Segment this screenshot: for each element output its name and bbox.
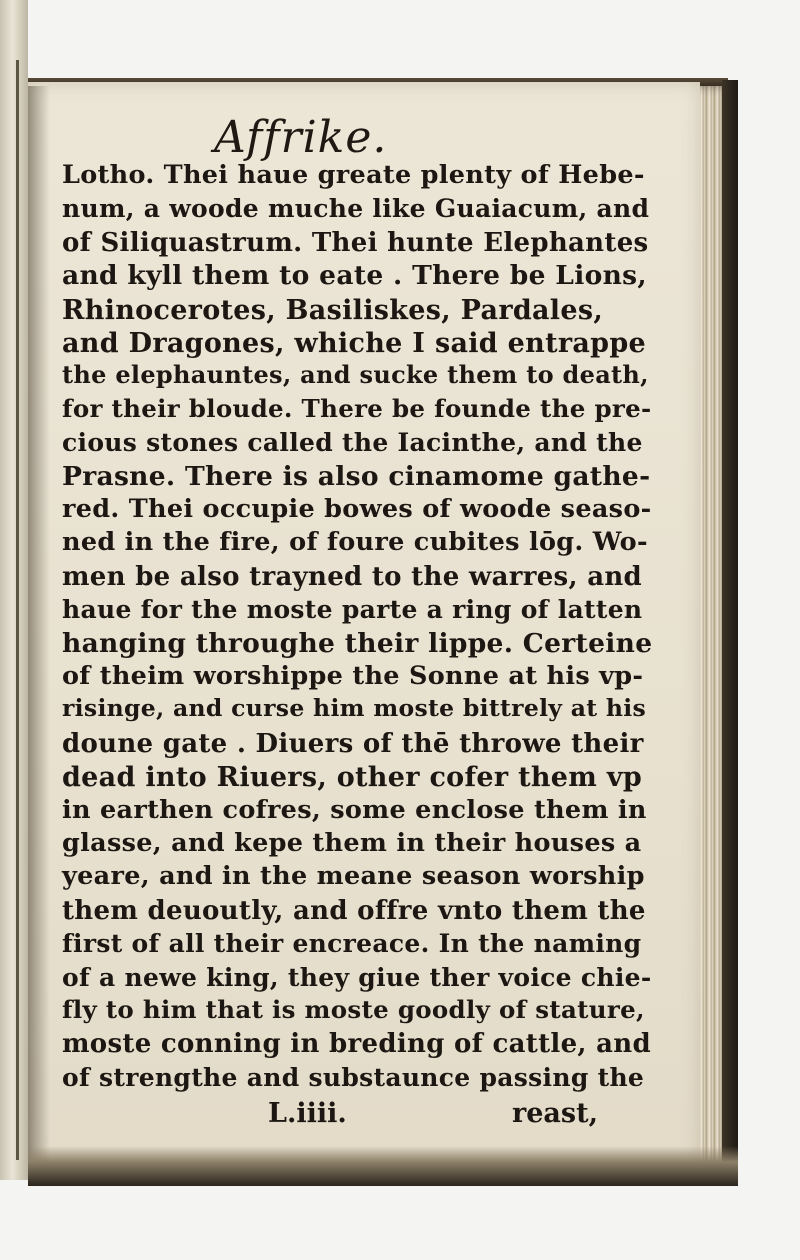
text-line: Rhinocerotes, Basiliskes, Pardales, xyxy=(62,294,604,326)
text-line: and Dragones, whiche I said entrappe xyxy=(62,328,647,359)
text-line: ned in the fire, of foure cubites lōg. Wo- xyxy=(62,527,648,558)
text-line: for their bloude. There be founde the pre- xyxy=(62,393,652,423)
fore-edge-shadow xyxy=(722,80,738,1180)
catchword: reast, xyxy=(512,1098,598,1130)
text-line: of strengthe and substaunce passing the xyxy=(62,1062,645,1092)
text-line: cious stones called the Iacinthe, and the xyxy=(62,428,643,458)
text-line: red. Thei occupie bowes of woode seaso- xyxy=(62,494,652,524)
text-line: Prasne. There is also cinamome gathe- xyxy=(62,460,651,492)
text-line: dead into Riuers, other cofer them vp xyxy=(62,762,643,794)
text-line: fly to him that is moste goodly of stature, xyxy=(62,995,645,1024)
text-line: num, a woode muche like Guaiacum, and xyxy=(62,194,650,224)
text-line: men be also trayned to the warres, and xyxy=(62,561,643,592)
page-bottom-edge xyxy=(28,1146,738,1186)
text-line: haue for the moste parte a ring of latten xyxy=(62,595,643,625)
adjacent-volume-edge xyxy=(0,0,28,1180)
signature-mark: L.iiii. xyxy=(268,1098,347,1130)
text-line: risinge, and curse him moste bittrely at his xyxy=(62,694,647,723)
text-line: glasse, and kepe them in their houses a xyxy=(62,828,642,858)
text-line: of Siliquastrum. Thei hunte Elephantes xyxy=(62,227,649,258)
binding-shadow xyxy=(28,86,50,1176)
text-line: Lotho. Thei haue greate plenty of Hebe- xyxy=(62,160,645,190)
running-head: Affrike. xyxy=(214,112,388,163)
adjacent-volume-spine-line xyxy=(16,60,19,1160)
text-line: of theim worshippe the Sonne at his vp- xyxy=(62,661,644,691)
text-line: them deuoutly, and offre vnto them the xyxy=(62,895,646,926)
text-line: first of all their encreace. In the naming xyxy=(62,929,642,959)
text-line: yeare, and in the meane season worship xyxy=(62,861,645,892)
text-line: in earthen cofres, some enclose them in xyxy=(62,794,647,825)
text-line: and kyll them to eate . There be Lions, xyxy=(62,260,647,292)
text-line: moste conning in breding of cattle, and xyxy=(62,1029,651,1060)
text-line: hanging throughe their lippe. Certeine xyxy=(62,627,653,659)
text-line: doune gate . Diuers of thē throwe their xyxy=(62,728,644,759)
text-line: of a newe king, they giue ther voice chie- xyxy=(62,962,652,992)
text-line: the elephauntes, and sucke them to death, xyxy=(62,360,649,390)
